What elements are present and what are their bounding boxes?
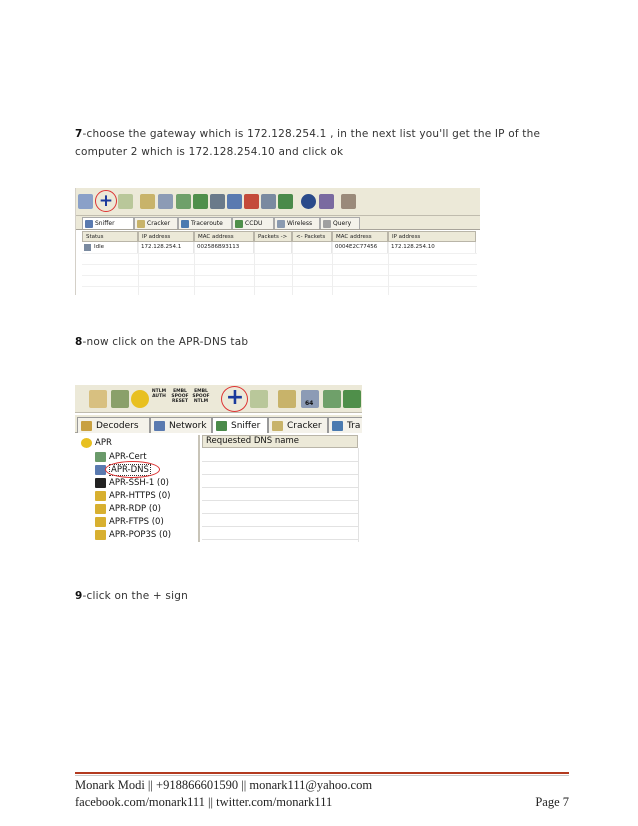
tab-wireless[interactable]: Wireless	[274, 217, 320, 229]
dns-list	[202, 435, 362, 542]
divider	[202, 539, 358, 540]
decoders-icon	[81, 421, 92, 431]
step-text: -choose the gateway which is 172.128.254.1 , in the next list you'll get the IP of the computer 2 which is 172.128.254.10 and click ok	[75, 128, 541, 158]
cracker-icon	[272, 421, 283, 431]
tab-traceroute[interactable]: Traceroute	[178, 217, 232, 229]
sniffer-icon	[85, 220, 93, 228]
step-text: -click on the + sign	[82, 590, 188, 602]
network-icon[interactable]	[78, 194, 93, 209]
highlight-circle	[105, 461, 160, 478]
spoof-ntlm-icon[interactable]: EMBL SPOOF NTLM	[192, 389, 210, 404]
column-header[interactable]: MAC address	[332, 231, 388, 242]
divider	[82, 253, 477, 254]
tool-icon[interactable]	[193, 194, 208, 209]
tool-icon[interactable]: 64	[301, 390, 319, 408]
tab-network[interactable]: Network	[150, 417, 212, 433]
traceroute-icon	[332, 421, 343, 431]
column-header[interactable]: Packets ->	[254, 231, 292, 242]
ccdu-icon	[235, 220, 243, 228]
divider	[138, 242, 139, 295]
tool-icon[interactable]	[140, 194, 155, 209]
ip-cell: 172.128.254.1	[138, 242, 194, 253]
tool-icon[interactable]	[261, 194, 276, 209]
tool-icon[interactable]	[343, 390, 361, 408]
divider	[202, 474, 358, 475]
radiation-icon	[81, 438, 92, 448]
tool-icon[interactable]	[158, 194, 173, 209]
packets-out-cell	[254, 242, 292, 253]
tool-icon[interactable]	[244, 194, 259, 209]
add-plus-icon[interactable]: +	[98, 191, 114, 211]
divider	[202, 526, 358, 527]
tool-icon[interactable]	[176, 194, 191, 209]
divider	[388, 242, 389, 295]
footer-social: facebook.com/monark111 || twitter.com/monark111	[75, 795, 333, 809]
step-text: -now click on the APR-DNS tab	[82, 336, 249, 348]
help-icon[interactable]	[319, 194, 334, 209]
rescan-icon[interactable]	[250, 390, 268, 408]
info-icon[interactable]	[301, 194, 316, 209]
divider	[194, 242, 195, 295]
lock-icon	[95, 491, 106, 501]
divider	[202, 461, 358, 462]
tool-icon[interactable]	[341, 194, 356, 209]
tab-cracker[interactable]: Cracker	[134, 217, 178, 229]
screenshot-apr-hosts	[75, 188, 480, 295]
divider	[82, 275, 477, 276]
tab-sniffer[interactable]: Sniffer	[212, 417, 268, 433]
tab-cracker[interactable]: Cracker	[268, 417, 328, 433]
lock-icon	[95, 517, 106, 527]
ntlm-auth-icon[interactable]: NTLM AUTH	[151, 389, 167, 399]
mac-cell: 002586B93113	[194, 242, 254, 253]
sniffer-icon	[216, 421, 227, 431]
toolbar	[76, 188, 480, 216]
certificate-icon	[95, 452, 106, 462]
apr-tree: APR APR-Cert APR-DNS APR-SSH-1 (0) APR-HTTPS (0) APR-RDP (0) APR-FTPS (0) APR-POP3S (0)	[75, 435, 200, 542]
step-8-instruction	[75, 333, 248, 351]
hosts-table	[76, 231, 480, 295]
tool-icon[interactable]	[111, 390, 129, 408]
column-header[interactable]: IP address	[138, 231, 194, 242]
footer-rule	[75, 775, 569, 776]
status-cell: Idle	[82, 242, 138, 253]
step-number: 8	[75, 336, 83, 348]
divider	[202, 487, 358, 488]
ip-cell: 172.128.254.10	[388, 242, 476, 253]
divider	[82, 286, 477, 287]
tab-sniffer[interactable]: Sniffer	[82, 217, 134, 229]
lock-icon	[95, 530, 106, 540]
footer-rule	[75, 772, 569, 774]
terminal-icon	[95, 478, 106, 488]
add-plus-icon[interactable]: +	[225, 385, 245, 410]
divider	[202, 500, 358, 501]
host-pair-icon	[84, 244, 91, 251]
step-number: 9	[75, 590, 83, 602]
step-number: 7	[75, 128, 83, 140]
rescan-icon[interactable]	[118, 194, 133, 209]
divider	[332, 242, 333, 295]
column-header[interactable]: IP address	[388, 231, 476, 242]
tab-query[interactable]: Query	[320, 217, 360, 229]
step-7-instruction	[75, 125, 555, 161]
column-header[interactable]: MAC address	[194, 231, 254, 242]
mac-cell: 0004E2C77456	[332, 242, 388, 253]
screenshot-apr-dns	[75, 385, 362, 542]
lock-icon	[95, 504, 106, 514]
tab-traceroute[interactable]: Tra	[328, 417, 362, 433]
step-9-instruction	[75, 587, 188, 605]
tool-icon[interactable]	[278, 194, 293, 209]
cracker-icon	[137, 220, 145, 228]
column-header[interactable]: Status	[82, 231, 138, 242]
tool-icon[interactable]	[210, 194, 225, 209]
divider	[292, 242, 293, 295]
tool-icon[interactable]	[278, 390, 296, 408]
wireless-icon	[277, 220, 285, 228]
folder-icon[interactable]	[89, 390, 107, 408]
divider	[82, 264, 477, 265]
footer-contact: Monark Modi || +918866601590 || monark111@yahoo.com	[75, 778, 373, 792]
radiation-icon[interactable]	[131, 390, 149, 408]
tool-icon[interactable]	[323, 390, 341, 408]
tool-icon[interactable]	[227, 194, 242, 209]
column-header[interactable]: Requested DNS name	[202, 435, 358, 448]
column-header[interactable]: <- Packets	[292, 231, 332, 242]
tab-ccdu[interactable]: CCDU	[232, 217, 274, 229]
traceroute-icon	[181, 220, 189, 228]
query-icon	[323, 220, 331, 228]
divider	[254, 242, 255, 295]
divider	[202, 513, 358, 514]
tab-bar	[76, 216, 480, 230]
spoof-reset-icon[interactable]: EMBL SPOOF RESET	[171, 389, 189, 404]
divider	[358, 448, 359, 542]
page-number: Page 7	[535, 795, 569, 809]
tab-bar	[75, 415, 362, 433]
tab-decoders[interactable]: Decoders	[77, 417, 150, 433]
packets-in-cell	[292, 242, 332, 253]
network-icon	[154, 421, 165, 431]
toolbar	[75, 385, 362, 413]
